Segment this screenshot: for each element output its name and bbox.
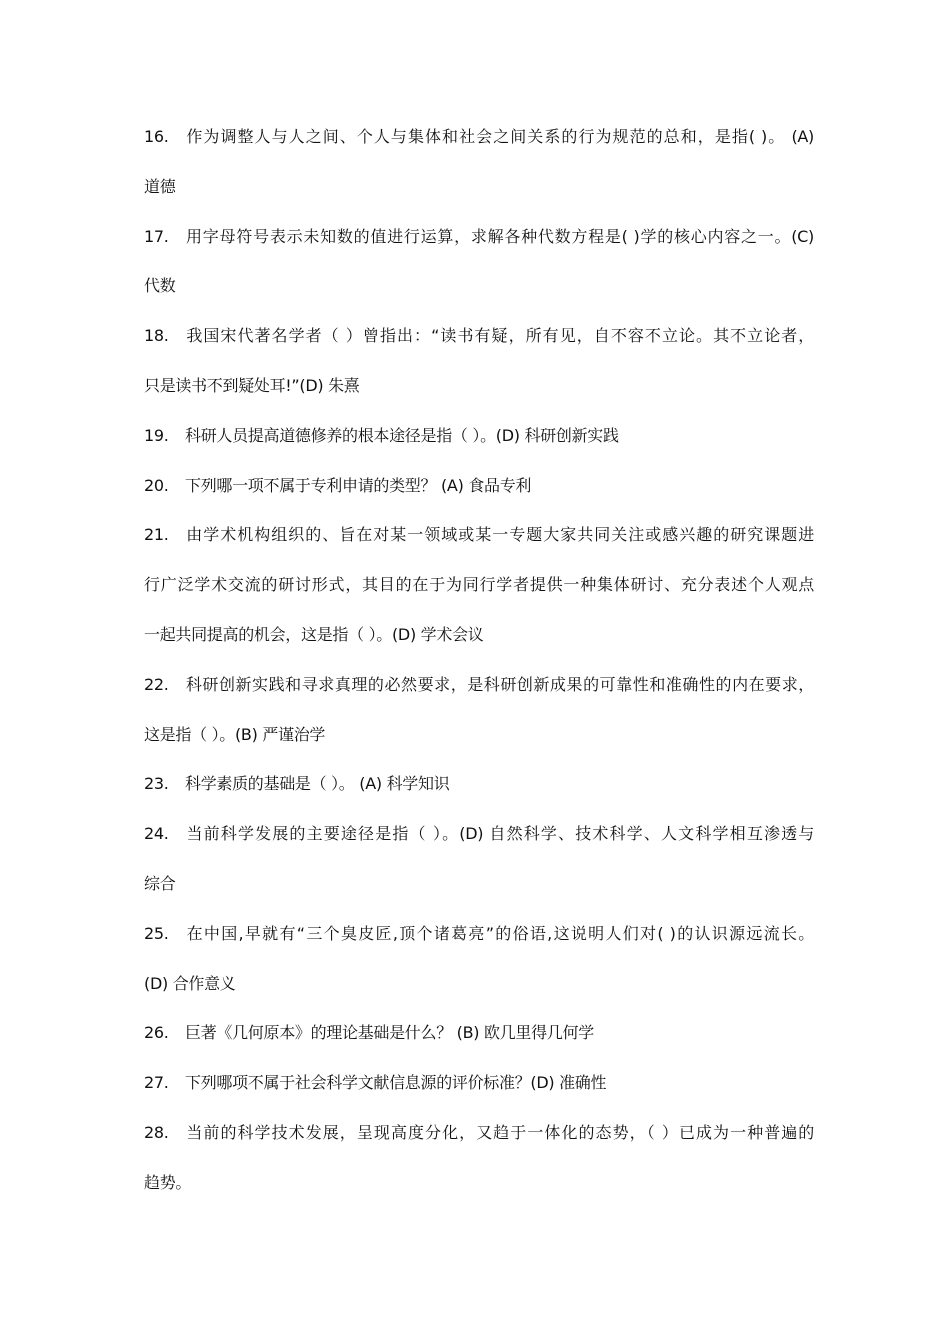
question-number: 27. xyxy=(144,1073,169,1093)
question-number: 22. xyxy=(144,674,169,694)
question-text: 我国宋代著名学者（ ）曾指出：“读书有疑，所有见，自不容不立论。其不立论者， xyxy=(185,326,814,346)
question-28-line-2: 趋势。 xyxy=(144,1172,192,1192)
question-23-line-1 xyxy=(144,759,814,809)
question-24-line-2: 综合 xyxy=(144,873,176,893)
question-number: 23. xyxy=(144,774,169,794)
question-text: 作为调整人与人之间、个人与集体和社会之间关系的行为规范的总和，是指( )。 (A) xyxy=(185,127,814,146)
question-28-line-1 xyxy=(144,1108,814,1158)
question-21-line-3: 一起共同提高的机会，这是指（ ）。(D) 学术会议 xyxy=(144,624,484,644)
question-25-line-1 xyxy=(144,909,814,959)
question-number: 18. xyxy=(144,326,169,346)
question-22-line-2: 这是指（ ）。(B) 严谨治学 xyxy=(144,724,326,744)
question-text: 下列哪一项不属于专利申请的类型？ (A) 食品专利 xyxy=(185,475,532,495)
question-21-line-1 xyxy=(144,510,814,560)
question-number: 16. xyxy=(144,127,169,146)
question-20-line-1 xyxy=(144,461,814,511)
question-text: 由学术机构组织的、旨在对某一领域或某一专题大家共同关注或感兴趣的研究课题进 xyxy=(185,525,814,545)
question-text: 巨著《几何原本》的理论基础是什么？ (B) 欧几里得几何学 xyxy=(185,1023,594,1043)
document-page xyxy=(144,112,814,1208)
question-27-line-1 xyxy=(144,1058,814,1108)
question-number: 26. xyxy=(144,1023,169,1043)
question-number: 20. xyxy=(144,475,169,495)
question-22-line-1 xyxy=(144,660,814,710)
question-text: 当前科学发展的主要途径是指（ ）。(D) 自然科学、技术科学、人文科学相互渗透与 xyxy=(185,824,814,844)
question-18-line-2: 只是读书不到疑处耳!”(D) 朱熹 xyxy=(144,375,360,395)
question-16-line-2: 道德 xyxy=(144,176,176,196)
question-text: 下列哪项不属于社会科学文献信息源的评价标准？(D) 准确性 xyxy=(185,1073,607,1093)
question-24-line-1 xyxy=(144,809,814,859)
question-25-line-2: (D) 合作意义 xyxy=(144,973,236,993)
question-text: 用字母符号表示未知数的值进行运算，求解各种代数方程是( )学的核心内容之一。(C) xyxy=(185,226,814,246)
question-number: 21. xyxy=(144,525,169,545)
question-number: 24. xyxy=(144,824,169,844)
question-number: 25. xyxy=(144,923,169,943)
question-19-line-1 xyxy=(144,411,814,461)
question-text: 在中国,早就有“三个臭皮匠,顶个诸葛亮”的俗语,这说明人们对( )的认识源远流长。 xyxy=(185,923,814,943)
question-18-line-1 xyxy=(144,311,814,361)
question-number: 28. xyxy=(144,1122,169,1142)
question-17-line-1 xyxy=(144,212,814,262)
question-number: 19. xyxy=(144,425,169,445)
question-text: 科研创新实践和寻求真理的必然要求，是科研创新成果的可靠性和准确性的内在要求， xyxy=(185,674,814,694)
question-number: 17. xyxy=(144,226,169,246)
question-17-line-2: 代数 xyxy=(144,276,176,296)
question-text: 科研人员提高道德修养的根本途径是指（ ）。(D) 科研创新实践 xyxy=(185,425,619,445)
question-text: 科学素质的基础是（ ）。 (A) 科学知识 xyxy=(185,774,450,794)
question-21-line-2: 行广泛学术交流的研讨形式，其目的在于为同行学者提供一种集体研讨、充分表述个人观点 xyxy=(144,575,814,595)
question-16-line-1 xyxy=(144,112,814,162)
question-text: 当前的科学技术发展，呈现高度分化，又趋于一体化的态势，（ ）已成为一种普遍的 xyxy=(185,1122,815,1142)
question-26-line-1 xyxy=(144,1008,814,1058)
